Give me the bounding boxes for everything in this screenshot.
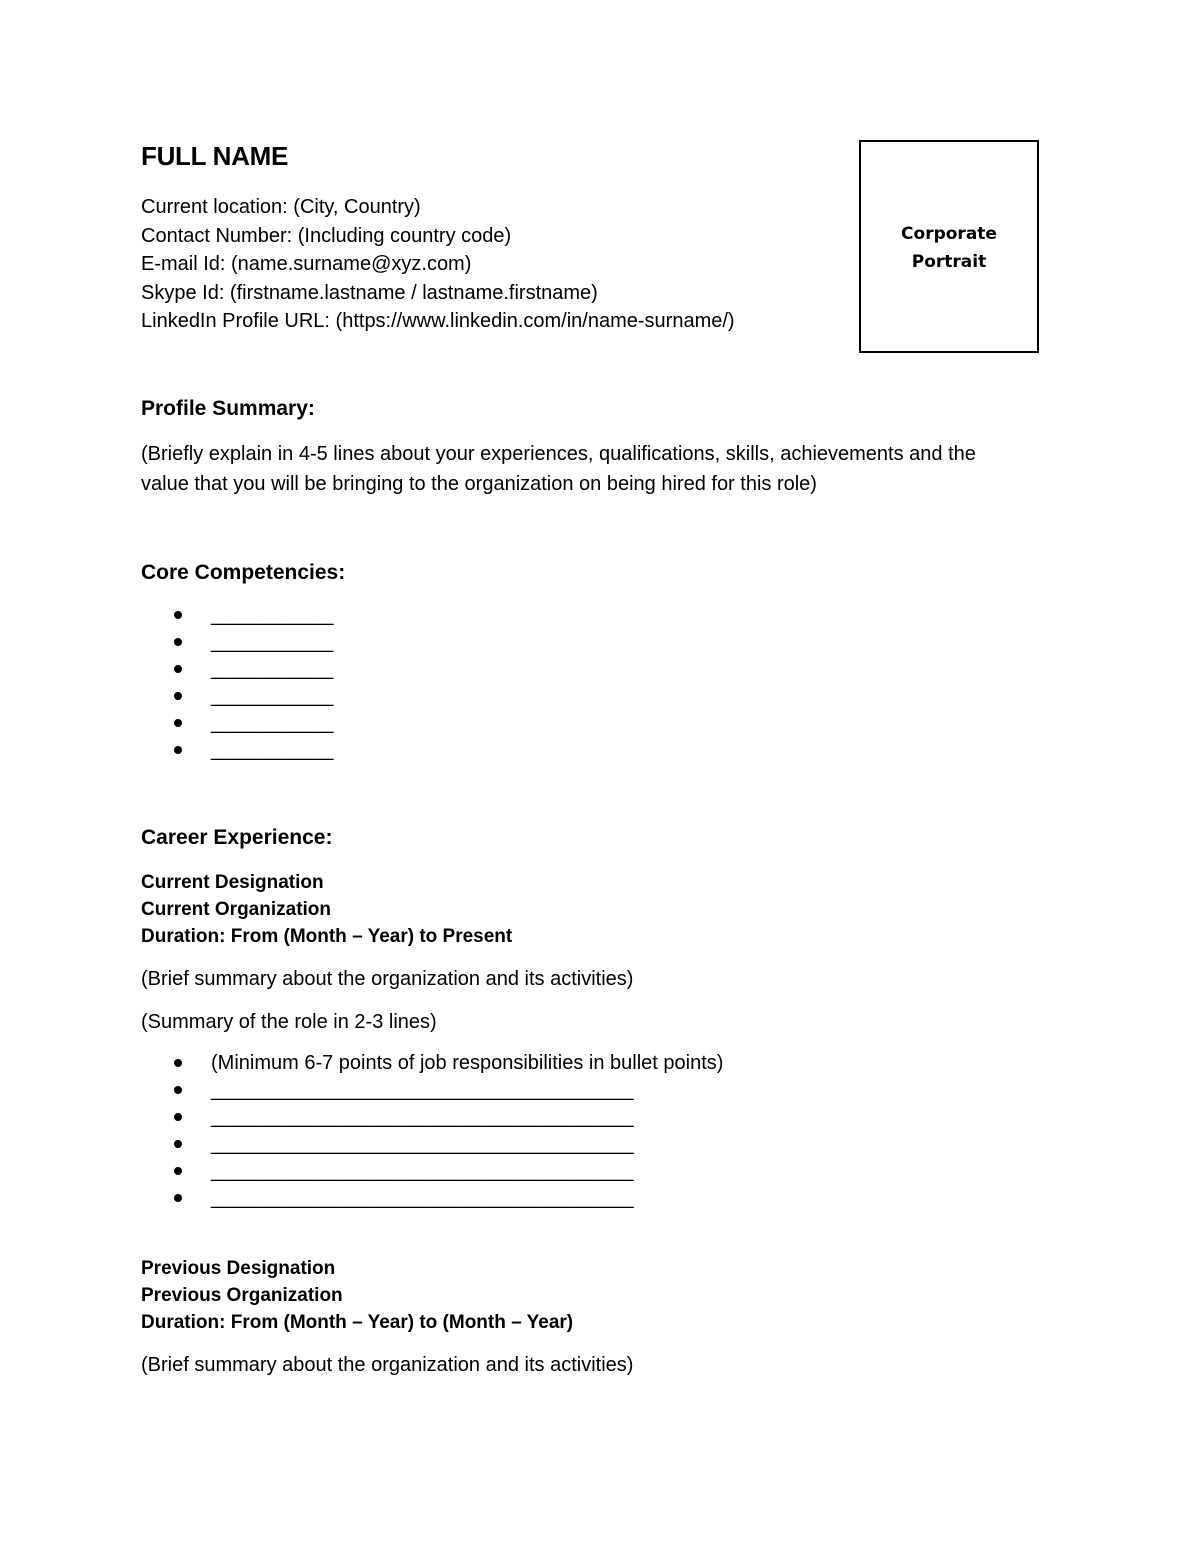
competency-blank: ___________ — [211, 604, 334, 626]
bullet-icon — [174, 665, 182, 673]
bullet-icon — [174, 1086, 182, 1094]
contact-phone-line: Contact Number: (Including country code) — [141, 224, 512, 247]
responsibility-blank: ______________________________________ — [211, 1106, 634, 1128]
competency-blank: ___________ — [211, 658, 334, 680]
portrait-label-line1: Corporate — [901, 224, 997, 244]
bullet-icon — [174, 692, 182, 700]
contact-email-line: E-mail Id: (name.surname@xyz.com) — [141, 253, 472, 276]
competency-blank: ___________ — [211, 631, 334, 653]
bullet-icon — [174, 638, 182, 646]
bullet-icon — [174, 1194, 182, 1202]
core-competencies-heading: Core Competencies: — [141, 561, 346, 584]
competency-blank: ___________ — [211, 685, 334, 707]
contact-skype-line: Skype Id: (firstname.lastname / lastname.firstname) — [141, 281, 598, 304]
current-org-summary: (Brief summary about the organization and its activities) — [141, 968, 634, 990]
responsibility-text: (Minimum 6-7 points of job responsibilities in bullet points) — [211, 1052, 724, 1074]
profile-summary-line2: value that you will be bringing to the organization on being hired for this role) — [141, 473, 817, 495]
contact-details — [141, 193, 735, 336]
contact-location-line: Current location: (City, Country) — [141, 196, 421, 218]
career-experience-heading: Career Experience: — [141, 826, 333, 849]
profile-summary-line1: (Briefly explain in 4-5 lines about your experiences, qualifications, skills, achievements and the — [141, 443, 976, 465]
previous-duration: Duration: From (Month – Year) to (Month – Year) — [141, 1312, 574, 1333]
profile-summary-heading: Profile Summary: — [141, 397, 315, 420]
responsibility-blank: ______________________________________ — [211, 1079, 634, 1101]
full-name-heading: FULL NAME — [141, 141, 289, 171]
bullet-icon — [174, 1167, 182, 1175]
responsibility-blank: ______________________________________ — [211, 1187, 634, 1209]
competency-blank: ___________ — [211, 739, 334, 761]
portrait-label-line2: Portrait — [911, 252, 987, 272]
current-designation: Current Designation — [141, 872, 324, 893]
current-duration: Duration: From (Month – Year) to Present — [141, 926, 513, 947]
bullet-icon — [174, 746, 182, 754]
previous-organization: Previous Organization — [141, 1285, 343, 1306]
bullet-icon — [174, 1113, 182, 1121]
bullet-icon — [174, 611, 182, 619]
bullet-icon — [174, 719, 182, 727]
bullet-icon — [174, 1140, 182, 1148]
responsibility-blank: ______________________________________ — [211, 1160, 634, 1182]
competency-blank: ___________ — [211, 712, 334, 734]
previous-org-summary: (Brief summary about the organization and its activities) — [141, 1354, 634, 1376]
previous-designation: Previous Designation — [141, 1258, 336, 1279]
responsibility-blank: ______________________________________ — [211, 1133, 634, 1155]
current-organization: Current Organization — [141, 899, 332, 920]
bullet-icon — [174, 1059, 182, 1067]
portrait-label — [861, 220, 1037, 276]
current-role-summary: (Summary of the role in 2-3 lines) — [141, 1011, 437, 1033]
contact-linkedin-line: LinkedIn Profile URL: (https://www.linkedin.com/in/name-surname/) — [141, 310, 735, 333]
portrait-placeholder-box — [859, 140, 1039, 353]
